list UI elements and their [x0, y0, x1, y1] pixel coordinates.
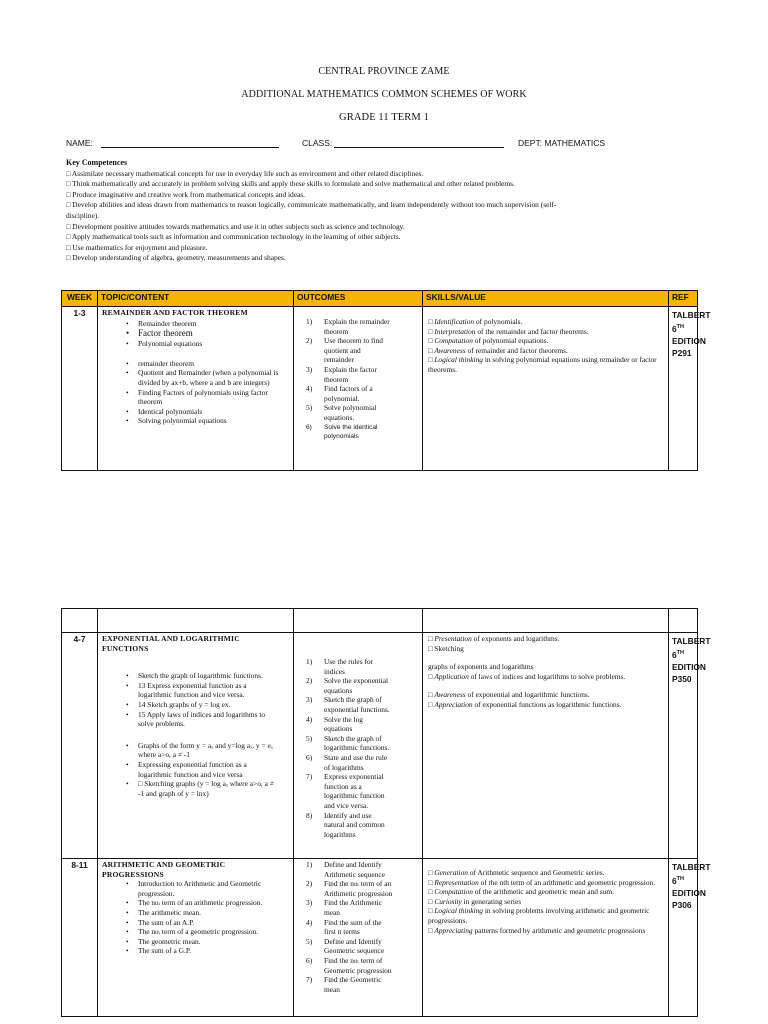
topic-list [98, 671, 293, 729]
name-blank[interactable] [101, 147, 279, 148]
table-row [62, 859, 698, 1017]
skills-list [423, 307, 668, 378]
list-item: • Quotient and Remainder (when a polynomial is divided by ax+b, where a and b are integers) [138, 368, 289, 387]
competence-item: □ Apply mathematical tools such as information and communication technology in the learning of other subjects. [66, 232, 401, 242]
province-title: CENTRAL PROVINCE ZAME [318, 66, 450, 77]
outcomes-cell [294, 307, 423, 471]
ref-book: TALBERT [672, 636, 711, 646]
topic-cell [98, 307, 294, 471]
header-skills: SKILLS/VALUE [423, 291, 669, 307]
name-label: NAME: [66, 138, 93, 148]
dept-label: DEPT: MATHEMATICS [518, 138, 606, 148]
grade-term-title: GRADE 11 TERM 1 [339, 112, 429, 123]
list-item: • The sum of a G.P. [138, 946, 281, 956]
topic-cell [98, 859, 294, 1017]
topic-cell [98, 633, 294, 859]
list-item: 5) Define and Identify Geometric sequence [306, 936, 385, 956]
ref-edition: EDITION [672, 661, 706, 672]
ref-edition-number: 6TH [672, 875, 685, 886]
week-cell: 1-3 [62, 307, 98, 471]
list-item: □ Application of laws of indices and logarithms to solve problems. [428, 671, 626, 681]
list-item: • □ Sketching graphs (y = log aₓ where a>o, a ≠ -1 and graph of y = lnx) [138, 779, 281, 798]
ref-edition: EDITION [672, 887, 706, 898]
topic-title: REMAINDER AND FACTOR THEOREM [102, 308, 248, 317]
list-item: □ Appreciating patterns formed by arithmetic and geometric progressions [428, 925, 646, 935]
outcomes-cell [294, 859, 423, 1017]
key-competences-title: Key Competences [66, 158, 128, 167]
class-blank[interactable] [334, 147, 504, 148]
list-item: 6) State and use the rule of logarithms [306, 752, 388, 772]
ref-book: TALBERT [672, 310, 711, 320]
competence-item: □ Development positive attitudes towards mathematics and use it in other subjects such as science and technology. [66, 221, 405, 231]
ref-edition-number: 6TH [672, 323, 685, 334]
topic-title: EXPONENTIAL AND LOGARITHMIC FUNCTIONS [102, 634, 240, 653]
list-item: • Sketch the graph of logarithmic functions. [138, 671, 281, 681]
list-item: • 13 Express exponential function as a logarithmic function and vice versa. [138, 681, 281, 700]
list-item: • The arithmetic mean. [138, 908, 281, 918]
outcomes-list [294, 657, 422, 839]
list-item: □ Interpretation of the remainder and factor theorems. [428, 326, 589, 336]
list-item: 2) Solve the exponential equations [306, 676, 389, 695]
list-item: • remainder theorem [138, 359, 289, 369]
list-item: • Introduction to Arithmetic and Geometric progression. [138, 879, 281, 898]
list-item: 4) Find the sum of the first n terms [306, 917, 382, 937]
week-cell: 4-7 [62, 633, 98, 859]
content-list [98, 359, 293, 426]
list-item: • The sum of an A.P. [138, 918, 281, 928]
ref-edition-number: 6TH [672, 649, 685, 660]
list-item: 4) Solve the log equations [306, 714, 364, 734]
competence-item: □ Think mathematically and accurately in problem solving skills and apply these skills to formulate and solve mathematical and other related problems. [66, 179, 515, 189]
content-list [98, 741, 293, 799]
list-item: • Expressing exponential function as a logarithmic function and vice versa [138, 760, 281, 779]
list-item: 3) Sketch the graph of exponential functions. [306, 695, 390, 714]
skills-cell [423, 859, 669, 1017]
list-item: □ Appreciation of exponential functions as logarithmic functions. [428, 699, 622, 709]
skills-list [423, 633, 668, 713]
header-ref: REF [669, 291, 698, 307]
competence-item: □ Use mathematics for enjoyment and pleasure. [66, 242, 208, 252]
list-item: □ Computation of the arithmetic and geometric mean and sum. [428, 887, 614, 897]
list-item: 2) Use theorem to find quotient and remainder [306, 336, 383, 365]
competence-item: discipline). [66, 210, 100, 220]
list-item: • Polynomial equations [138, 339, 289, 349]
table-row [62, 633, 698, 859]
list-item: □ Curiosity in generating series [428, 896, 522, 906]
scheme-table-2 [61, 608, 711, 1017]
list-item: • The geometric mean. [138, 937, 281, 947]
list-item: □ Presentation of exponents and logarithms. [428, 634, 560, 643]
header-outcomes: OUTCOMES [294, 291, 423, 307]
list-item: • Factor theorem [138, 328, 289, 339]
skills-list [423, 859, 668, 938]
competence-item: □ Produce imaginative and creative work from mathematical concepts and ideas. [66, 189, 306, 199]
ref-page: P350 [672, 673, 692, 684]
list-item: 7) Find the Geometric mean [306, 975, 382, 994]
list-item: • 14 Sketch graphs of y = log ex. [138, 700, 281, 710]
list-item: • Identical polynomials [138, 407, 289, 417]
week-cell: 8-11 [62, 859, 98, 1017]
list-item: □ Awareness of exponential and logarithmic functions. [428, 690, 590, 700]
list-item: □ Awareness of remainder and factor theorems. [428, 345, 568, 355]
topic-title: ARITHMETIC AND GEOMETRIC PROGRESSIONS [102, 860, 226, 879]
list-item: 6) Find the nₜₕ term of Geometric progression [306, 955, 392, 975]
list-item: 8) Identify and use natural and common logarithms [306, 810, 385, 839]
list-item: □ Computation of polynomial equations. [428, 336, 549, 346]
list-item: 6) Solve the identical polynomials [306, 423, 378, 441]
list-item: • Solving polynomial equations [138, 416, 289, 426]
ref-cell [669, 633, 711, 859]
list-item: • 15 Apply laws of indices and logarithms to solve problems. [138, 710, 281, 729]
competence-item: □ Assimilate necessary mathematical concepts for use in everyday life such as environment and other related disciplines. [66, 168, 424, 178]
student-info-line [66, 138, 746, 152]
ref-page: P291 [672, 347, 692, 358]
list-item: 5) Sketch the graph of logarithmic functions. [306, 733, 390, 753]
ref-cell [669, 307, 711, 471]
outcomes-cell [294, 633, 423, 859]
list-item: • Finding Factors of polynomials using factor theorem [138, 388, 289, 407]
list-item: 2) Find the nₜₕ term of an Arithmetic progression [306, 879, 393, 898]
list-item: 5) Solve polynomial equations. [306, 403, 377, 422]
list-item: 1) Explain the remainder theorem [306, 317, 390, 336]
list-item: 4) Find factors of a polynomial. [306, 384, 373, 403]
header-topic: TOPIC/CONTENT [98, 291, 294, 307]
key-competences [66, 158, 688, 264]
class-label: CLASS: [302, 138, 333, 148]
competence-item: □ Develop understanding of algebra, geometry, measurements and shapes. [66, 253, 286, 263]
skills-cell [423, 633, 669, 859]
scheme-table-1 [61, 290, 711, 471]
skills-cell [423, 307, 669, 471]
list-item: □ Identification of polynomials. [428, 317, 523, 326]
list-item: □ Sketching [428, 643, 464, 653]
list-item: graphs of exponents and logarithms [428, 662, 534, 672]
ref-edition: EDITION [672, 335, 706, 346]
topic-list [98, 879, 293, 956]
list-item: • The nₜₕ term of an arithmetic progression. [138, 898, 281, 908]
scheme-title: ADDITIONAL MATHEMATICS COMMON SCHEMES OF WORK [241, 89, 527, 100]
list-item: • The nₜₕ term of a geometric progression. [138, 927, 281, 937]
list-item: □ Logical thinking in solving polynomial equations using remainder or factor theorems. [428, 355, 657, 374]
ref-page: P306 [672, 899, 692, 910]
list-item: □ Logical thinking in solving problems involving arithmetic and geometric progressions. [428, 906, 650, 925]
outcomes-list [294, 317, 422, 442]
outcomes-list [294, 860, 422, 994]
list-item: • Remainder theorem [138, 319, 289, 329]
table-header-row [62, 291, 698, 307]
list-item: 3) Find the Arithmetic mean [306, 898, 382, 917]
ref-book: TALBERT [672, 862, 711, 872]
ref-cell [669, 859, 711, 1017]
competence-item: □ Develop abilities and ideas drawn from mathematics to reason logically, communicate mathematically, and learn independently without too much supervision (self- [66, 200, 557, 210]
list-item: □ Representation of the nth term of an arithmetic and geometric progression. [428, 877, 656, 887]
list-item: • Graphs of the form y = aₓ and y=log aₓ, y = eₓ where a>o, a ≠ -1 [138, 741, 281, 760]
topic-list [98, 319, 293, 349]
list-item: □ Generation of Arithmetic sequence and Geometric series. [428, 868, 605, 877]
list-item: 3) Explain the factor theorem [306, 364, 377, 384]
table-row [62, 307, 698, 471]
table-blank-row [62, 609, 698, 633]
list-item: 1) Define and Identify Arithmetic sequence [306, 860, 385, 879]
list-item: 7) Express exponential function as a logarithmic function and vice versa. [306, 772, 385, 810]
header-week: WEEK [62, 291, 98, 307]
list-item: 1) Use the rules for indices [306, 657, 374, 676]
